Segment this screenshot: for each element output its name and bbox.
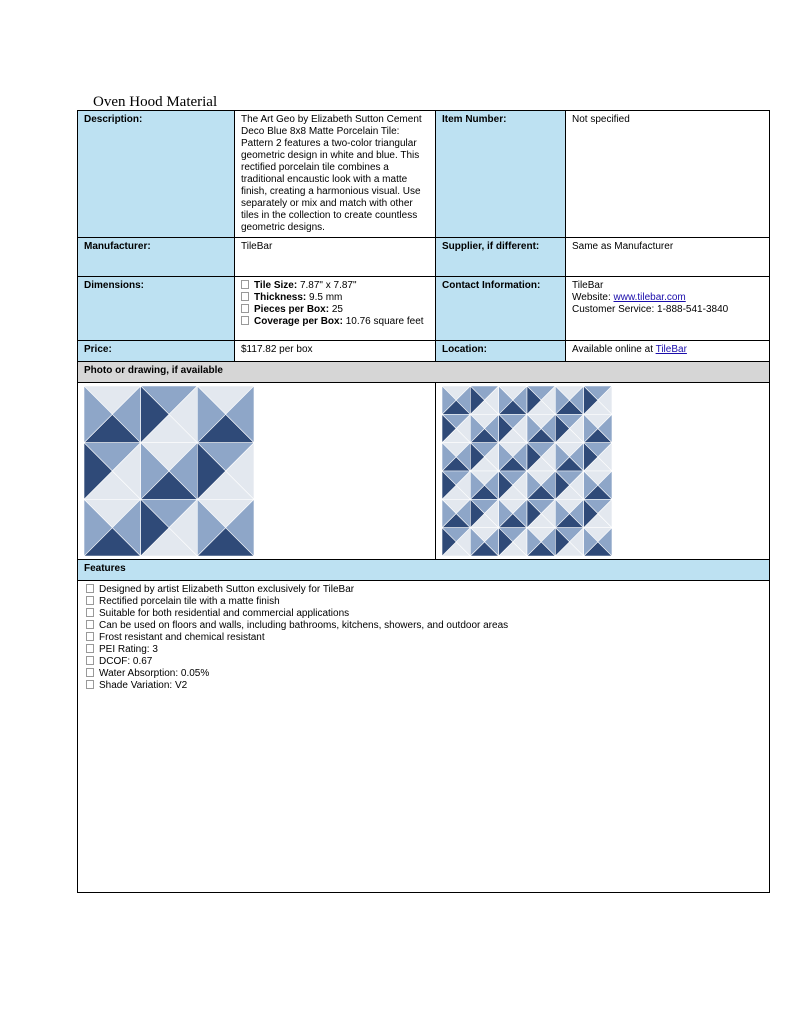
features-section-title: Features xyxy=(78,560,770,581)
features-cell xyxy=(78,581,770,893)
contact-name: TileBar xyxy=(572,280,604,291)
photo-section-header xyxy=(78,362,770,383)
feature-item: Rectified porcelain tile with a matte finish xyxy=(86,596,763,608)
feature-item: Suitable for both residential and commercial applications xyxy=(86,608,763,620)
dimensions-value xyxy=(235,277,436,341)
price-row xyxy=(78,341,770,362)
supplier-label: Supplier, if different: xyxy=(436,238,566,277)
manufacturer-label: Manufacturer: xyxy=(78,238,235,277)
feature-item: Water Absorption: 0.05% xyxy=(86,668,763,680)
bullet-icon xyxy=(241,292,249,301)
dimension-coverage: Coverage per Box: 10.76 square feet xyxy=(241,316,429,328)
dimensions-label: Dimensions: xyxy=(78,277,235,341)
document-title: Oven Hood Material xyxy=(93,94,218,110)
contact-label: Contact Information: xyxy=(436,277,566,341)
features-section-header xyxy=(78,560,770,581)
bullet-icon xyxy=(86,584,94,593)
photo-cell-right xyxy=(436,383,770,560)
features-list xyxy=(84,584,763,692)
dimension-thickness: Thickness: 9.5 mm xyxy=(241,292,429,304)
bullet-icon xyxy=(86,656,94,665)
feature-item: PEI Rating: 3 xyxy=(86,644,763,656)
feature-item: DCOF: 0.67 xyxy=(86,656,763,668)
item-number-value: Not specified xyxy=(566,111,770,238)
bullet-icon xyxy=(86,644,94,653)
website-link[interactable]: www.tilebar.com xyxy=(613,292,686,303)
spec-table xyxy=(77,110,770,893)
description-value: The Art Geo by Elizabeth Sutton Cement Deco Blue 8x8 Matte Porcelain Tile: Pattern 2 features a two-color triangular geometric design in white and blue. This rectified porcelain tile combines a traditional encaustic look with a matte finish, creating a harmonious visual. Use separately or mix and match with other tiles in the collection to create countless geometric designs. xyxy=(235,111,436,238)
bullet-icon xyxy=(241,304,249,313)
contact-phone: Customer Service: 1-888-541-3840 xyxy=(572,304,729,315)
tilebar-link[interactable]: TileBar xyxy=(655,344,687,355)
item-number-label: Item Number: xyxy=(436,111,566,238)
bullet-icon xyxy=(86,596,94,605)
bullet-icon xyxy=(86,620,94,629)
contact-website: Website: www.tilebar.com xyxy=(572,292,686,303)
dimension-tile-size: Tile Size: 7.87" x 7.87" xyxy=(241,280,429,292)
feature-item: Designed by artist Elizabeth Sutton exclusively for TileBar xyxy=(86,584,763,596)
manufacturer-value: TileBar xyxy=(235,238,436,277)
photo-section-title: Photo or drawing, if available xyxy=(78,362,770,383)
price-label: Price: xyxy=(78,341,235,362)
manufacturer-row xyxy=(78,238,770,277)
description-row xyxy=(78,111,770,238)
feature-item: Frost resistant and chemical resistant xyxy=(86,632,763,644)
dimension-pieces: Pieces per Box: 25 xyxy=(241,304,429,316)
photo-row xyxy=(78,383,770,560)
price-value: $117.82 per box xyxy=(235,341,436,362)
tile-pattern-small-image xyxy=(442,386,612,556)
location-value: Available online at TileBar xyxy=(566,341,770,362)
bullet-icon xyxy=(86,668,94,677)
contact-value xyxy=(566,277,770,341)
location-label: Location: xyxy=(436,341,566,362)
bullet-icon xyxy=(86,608,94,617)
dimensions-row xyxy=(78,277,770,341)
bullet-icon xyxy=(86,632,94,641)
tile-pattern-large-image xyxy=(84,386,254,556)
supplier-value: Same as Manufacturer xyxy=(566,238,770,277)
feature-item: Shade Variation: V2 xyxy=(86,680,763,692)
photo-cell-left xyxy=(78,383,436,560)
description-label: Description: xyxy=(78,111,235,238)
bullet-icon xyxy=(241,280,249,289)
features-row xyxy=(78,581,770,893)
bullet-icon xyxy=(241,316,249,325)
feature-item: Can be used on floors and walls, including bathrooms, kitchens, showers, and outdoor areas xyxy=(86,620,763,632)
bullet-icon xyxy=(86,680,94,689)
